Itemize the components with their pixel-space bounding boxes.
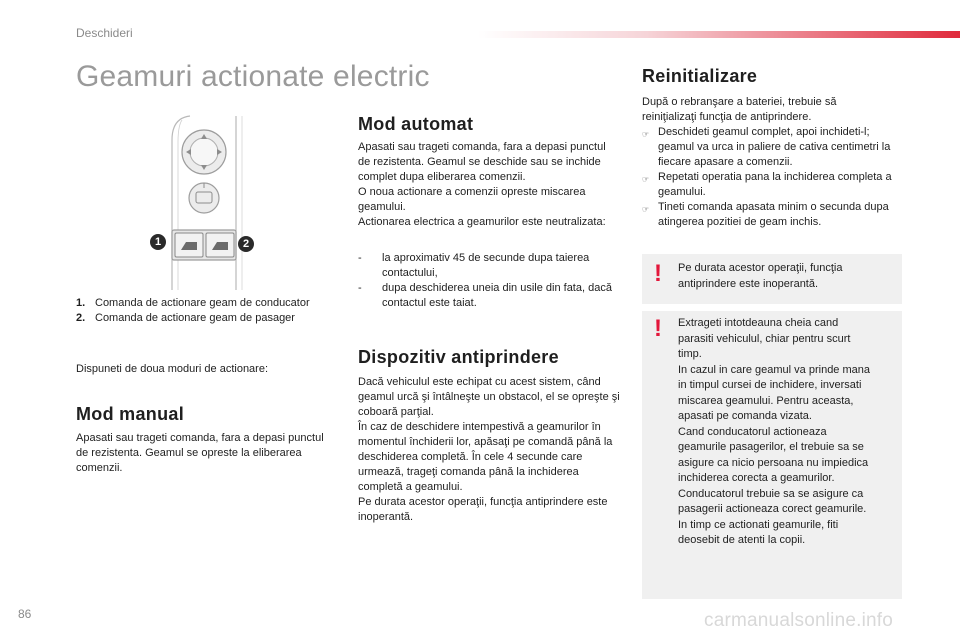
intro-text: Dispuneti de doua moduri de actionare: bbox=[76, 363, 269, 375]
list-item: - dupa deschiderea uneia din usile din fata, dacă contactul este taiat. bbox=[358, 282, 612, 309]
mod-manual-heading: Mod manual bbox=[76, 404, 185, 424]
legend-text: Comanda de actionare geam de conducator bbox=[95, 297, 310, 309]
callout-2-label: 2 bbox=[242, 238, 250, 250]
warning-text: Extrageti intotdeauna cheia cand parasiti vehiculul, chiar pentru scurt timp. In cazul in care geamul va prinde mana in timpul cursei de inchidere, inversati miscarea geamului. Pentru aceasta, apasati pe comanda vizata. Cand conducatorul actioneaza geamurile pasagerilor, el trebuie sa se asigure ca nicio persoana nu impiedica inchiderea corecta a geamurilor. Conducatorul trebuie sa se asigure ca pasagerii actioneaza corect geamurile. In timp ce actionati geamurile, fiti deosebit de atenti la copii. bbox=[678, 317, 870, 546]
window-switches bbox=[172, 230, 236, 260]
page-number: 86 bbox=[18, 607, 32, 621]
list-item: ☞ Repetati operatia pana la inchiderea completa a geamului. bbox=[642, 171, 892, 198]
watermark: carmanualsonline.info bbox=[704, 610, 894, 631]
antiprindere-text: Dacă vehiculul este echipat cu acest sistem, când geamul urcă şi întâlneşte un obstacol, el se opreşte şi coboară parţial. În caz de deschidere intempestivă a geamurilor în momentul închiderii lor, apăsaţi pe comandă până la deschiderea completă. În cele 4 secunde care urmează, trageţi comanda până la inchiderea completă a geamului. Pe durata acestor operaţii, funcţia antiprindere este inoperantă. bbox=[358, 376, 620, 523]
callout-1 bbox=[150, 234, 166, 250]
legend-text: Comanda de actionare geam de pasager bbox=[95, 312, 295, 324]
exclamation-icon: ! bbox=[654, 315, 662, 342]
reinitializare-heading: Reinitializare bbox=[642, 66, 758, 86]
pointing-hand-icon: ☞ bbox=[642, 205, 650, 214]
legend-item bbox=[76, 296, 346, 311]
reinitializare-steps bbox=[642, 125, 904, 230]
list-item: - la aproximativ 45 de secunde dupa taierea contactului, bbox=[358, 252, 590, 279]
legend-number: 2. bbox=[76, 312, 86, 324]
mod-automat-heading: Mod automat bbox=[358, 114, 474, 134]
page-title: Geamuri actionate electric bbox=[76, 60, 430, 93]
callout-1-label: 1 bbox=[154, 236, 162, 248]
pointing-hand-icon: ☞ bbox=[642, 130, 650, 139]
list-item: ☞ Tineti comanda apasata minim o secunda dupa atingerea pozitiei de geam inchis. bbox=[642, 201, 889, 228]
callout-2 bbox=[238, 236, 254, 252]
mod-manual-text: Apasati sau trageti comanda, fara a depasi punctul de rezistenta. Geamul se opreste la eliberarea comenzii. bbox=[76, 432, 324, 474]
warning-text: Pe durata acestor operaţii, funcţia antiprindere este inoperantă. bbox=[678, 262, 843, 290]
warning-box-1 bbox=[642, 254, 902, 304]
mod-automat-text: Apasati sau trageti comanda, fara a depasi punctul de rezistenta. Geamul se deschide sau se inchide complet dupa eliberarea comenzii. O noua actionare a comenzii opreste miscarea geamului. Actionarea electrica a geamurilor este neutralizata: bbox=[358, 141, 606, 228]
antiprindere-heading: Dispozitiv antiprindere bbox=[358, 347, 559, 367]
header-accent-bar bbox=[478, 31, 960, 38]
exclamation-icon: ! bbox=[654, 260, 662, 287]
warning-box-2 bbox=[642, 311, 902, 599]
neutralization-list bbox=[358, 251, 620, 311]
reinitializare-intro: După o rebranşare a bateriei, trebuie să reiniţializaţi funcţia de antiprindere. bbox=[642, 96, 837, 123]
mirror-selector-icon bbox=[189, 183, 219, 213]
pointing-hand-icon: ☞ bbox=[642, 175, 650, 184]
legend-item bbox=[76, 311, 346, 326]
list-item: ☞ Deschideti geamul complet, apoi inchideti-l; geamul va urca in paliere de cativa centimetri la fiecare apasare a comenzii. bbox=[642, 126, 891, 168]
legend-number: 1. bbox=[76, 297, 86, 309]
figure-legend bbox=[76, 296, 346, 326]
mirror-control-icon bbox=[182, 130, 226, 174]
window-switch-illustration bbox=[164, 112, 260, 290]
section-label: Deschideri bbox=[76, 26, 133, 40]
